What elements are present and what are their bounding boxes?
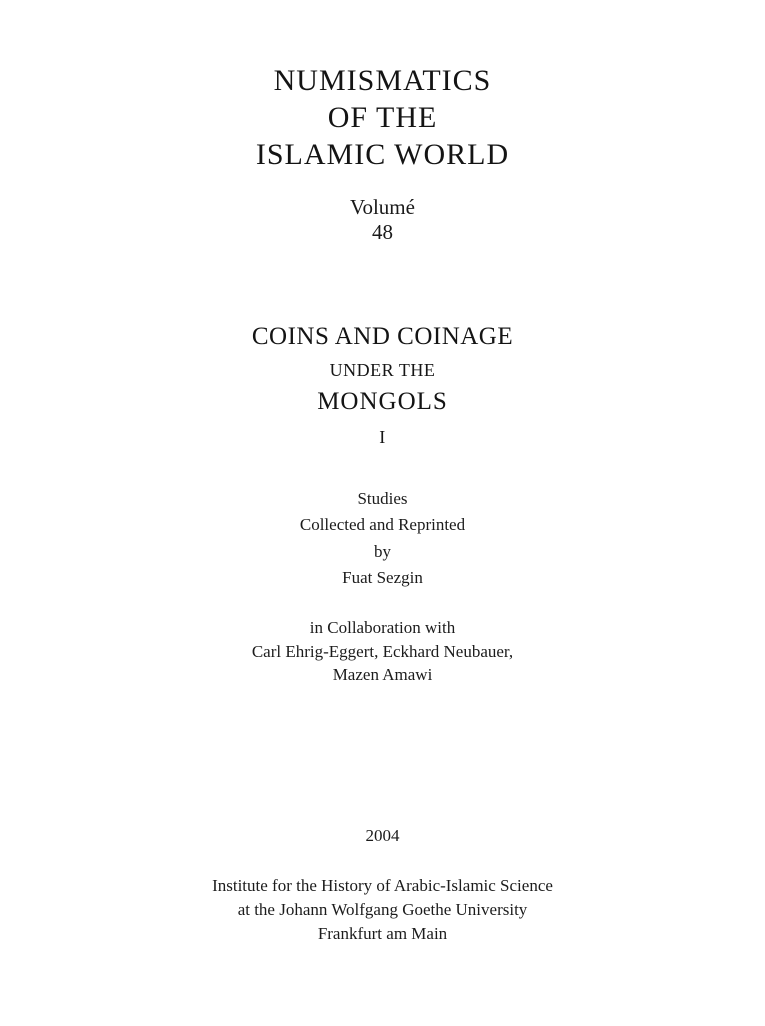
series-title-line-2: OF THE xyxy=(327,101,438,134)
credits-studies: Studies xyxy=(357,489,408,508)
publication-year: 2004 xyxy=(365,826,400,845)
publisher-line-3: Frankfurt am Main xyxy=(317,924,448,943)
book-part-number: I xyxy=(379,427,386,447)
volume-label: Volumé xyxy=(350,195,415,219)
credits-by: by xyxy=(374,542,391,561)
publisher-line-2: at the Johann Wolfgang Goethe University xyxy=(237,900,528,919)
book-title-line-2: UNDER THE xyxy=(329,360,436,380)
book-title-line-1: COINS AND COINAGE xyxy=(251,323,514,350)
collaborators-line-2: Mazen Amawi xyxy=(332,665,433,684)
collaboration-heading: in Collaboration with xyxy=(309,618,456,637)
collaborators-line-1: Carl Ehrig-Eggert, Eckhard Neubauer, xyxy=(251,642,514,661)
credits-collected-reprinted: Collected and Reprinted xyxy=(299,515,466,534)
book-title-line-3: MONGOLS xyxy=(317,388,448,415)
credits-author: Fuat Sezgin xyxy=(342,568,423,587)
series-title-line-3: ISLAMIC WORLD xyxy=(255,138,510,171)
publisher-line-1: Institute for the History of Arabic-Islamic Science xyxy=(212,876,553,895)
volume-number: 48 xyxy=(372,220,393,244)
series-title-line-1: NUMISMATICS xyxy=(273,64,492,97)
